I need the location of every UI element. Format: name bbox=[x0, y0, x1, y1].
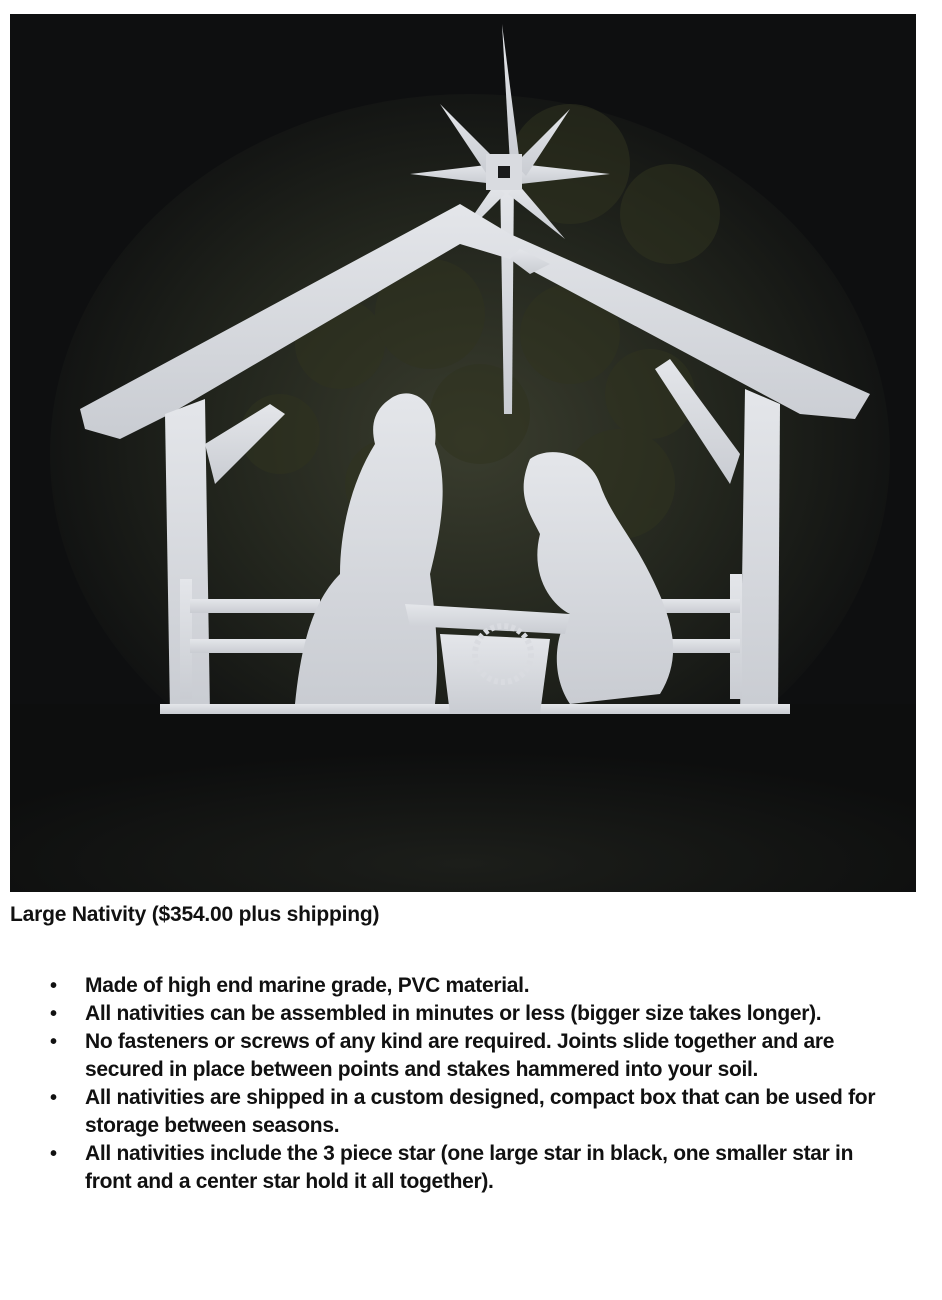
nativity-silhouette-image bbox=[10, 14, 916, 892]
feature-list bbox=[50, 972, 880, 1196]
bullet-icon: • bbox=[50, 1031, 57, 1053]
nativity-photo bbox=[10, 14, 916, 892]
bullet-icon: • bbox=[50, 975, 57, 997]
feature-text: All nativities include the 3 piece star (one large star in black, one smaller star in front and a center star hold it all together). bbox=[85, 1142, 854, 1193]
feature-text: No fasteners or screws of any kind are required. Joints slide together and are secured in place between points and stakes hammered into your soil. bbox=[85, 1030, 835, 1081]
list-item bbox=[50, 1028, 880, 1084]
bullet-icon: • bbox=[50, 1003, 57, 1025]
list-item bbox=[50, 1140, 880, 1196]
feature-text: All nativities are shipped in a custom designed, compact box that can be used for storage between seasons. bbox=[85, 1086, 876, 1137]
list-item bbox=[50, 972, 880, 1000]
feature-text: All nativities can be assembled in minutes or less (bigger size takes longer). bbox=[85, 1002, 822, 1025]
bullet-icon: • bbox=[50, 1143, 57, 1165]
list-item bbox=[50, 1000, 880, 1028]
feature-text: Made of high end marine grade, PVC material. bbox=[85, 974, 530, 997]
product-caption: Large Nativity ($354.00 plus shipping) bbox=[10, 903, 380, 926]
list-item bbox=[50, 1084, 880, 1140]
bullet-icon: • bbox=[50, 1087, 57, 1109]
